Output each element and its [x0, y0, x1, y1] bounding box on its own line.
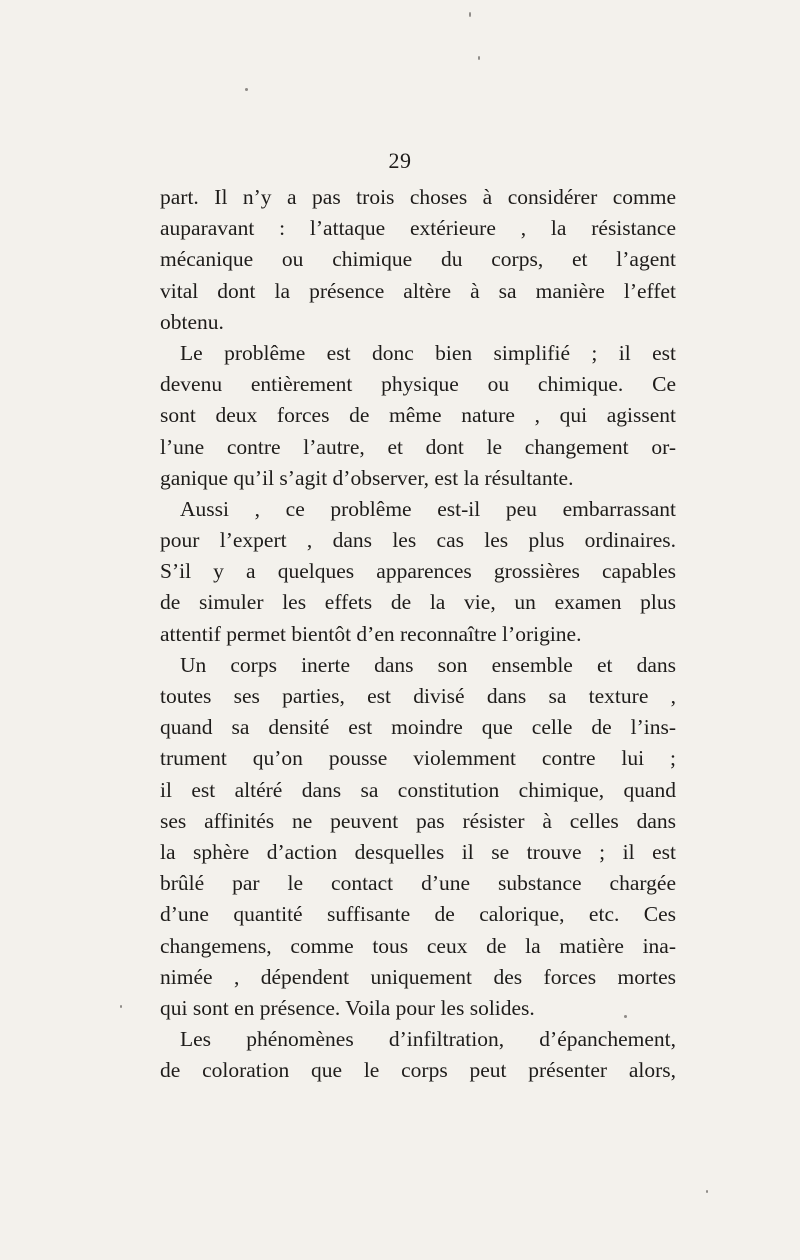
text-line: attentif permet bientôt d’en reconnaître l’origine. — [160, 621, 582, 646]
scan-speck — [120, 1005, 122, 1008]
text-line: la sphère d’action desquelles il se trouve ; il est — [160, 839, 676, 864]
text-line: pour l’expert , dans les cas les plus ordinaires. — [160, 528, 676, 553]
text-line: Aussi , ce problême est-il peu embarrassant — [180, 496, 676, 521]
scan-speck — [478, 56, 480, 60]
text-line: vital dont la présence altère à sa manière l’effet — [160, 278, 676, 303]
text-line: Un corps inerte dans son ensemble et dans — [180, 652, 676, 677]
text-line: changemens, comme tous ceux de la matière ina- — [160, 933, 676, 958]
text-line: nimée , dépendent uniquement des forces mortes — [160, 964, 676, 989]
text-line: il est altéré dans sa constitution chimique, quand — [160, 777, 676, 802]
text-line: quand sa densité est moindre que celle de l’ins- — [160, 715, 676, 740]
text-line: Le problême est donc bien simplifié ; il est — [180, 340, 676, 365]
text-line: S’il y a quelques apparences grossières capables — [160, 559, 676, 584]
text-line: de coloration que le corps peut présenter alors, — [160, 1058, 676, 1083]
text-line: auparavant : l’attaque extérieure , la résistance — [160, 216, 676, 241]
scan-speck — [706, 1190, 708, 1193]
page-number: 29 — [388, 148, 412, 173]
body-text — [160, 182, 676, 1086]
text-line: d’une quantité suffisante de calorique, etc. Ces — [160, 902, 676, 927]
text-line: l’une contre l’autre, et dont le changement or- — [160, 434, 676, 459]
text-line: de simuler les effets de la vie, un examen plus — [160, 590, 676, 615]
text-line: qui sont en présence. Voila pour les solides. — [160, 995, 535, 1020]
text-line: Les phénomènes d’infiltration, d’épanchement, — [180, 1027, 676, 1052]
scan-speck — [624, 1015, 627, 1018]
text-line: trument qu’on pousse violemment contre lui ; — [160, 746, 676, 771]
text-line: brûlé par le contact d’une substance chargée — [160, 871, 676, 896]
text-line: obtenu. — [160, 309, 224, 334]
text-line: devenu entièrement physique ou chimique. Ce — [160, 372, 676, 397]
text-line: ganique qu’il s’agit d’observer, est la résultante. — [160, 465, 574, 490]
scan-speck — [245, 88, 248, 91]
text-line: sont deux forces de même nature , qui agissent — [160, 403, 676, 428]
text-line: part. Il n’y a pas trois choses à considérer comme — [160, 185, 676, 209]
text-line: mécanique ou chimique du corps, et l’agent — [160, 247, 676, 272]
text-line: ses affinités ne peuvent pas résister à celles dans — [160, 808, 676, 833]
text-line: toutes ses parties, est divisé dans sa texture , — [160, 684, 676, 708]
scan-speck — [469, 12, 471, 17]
